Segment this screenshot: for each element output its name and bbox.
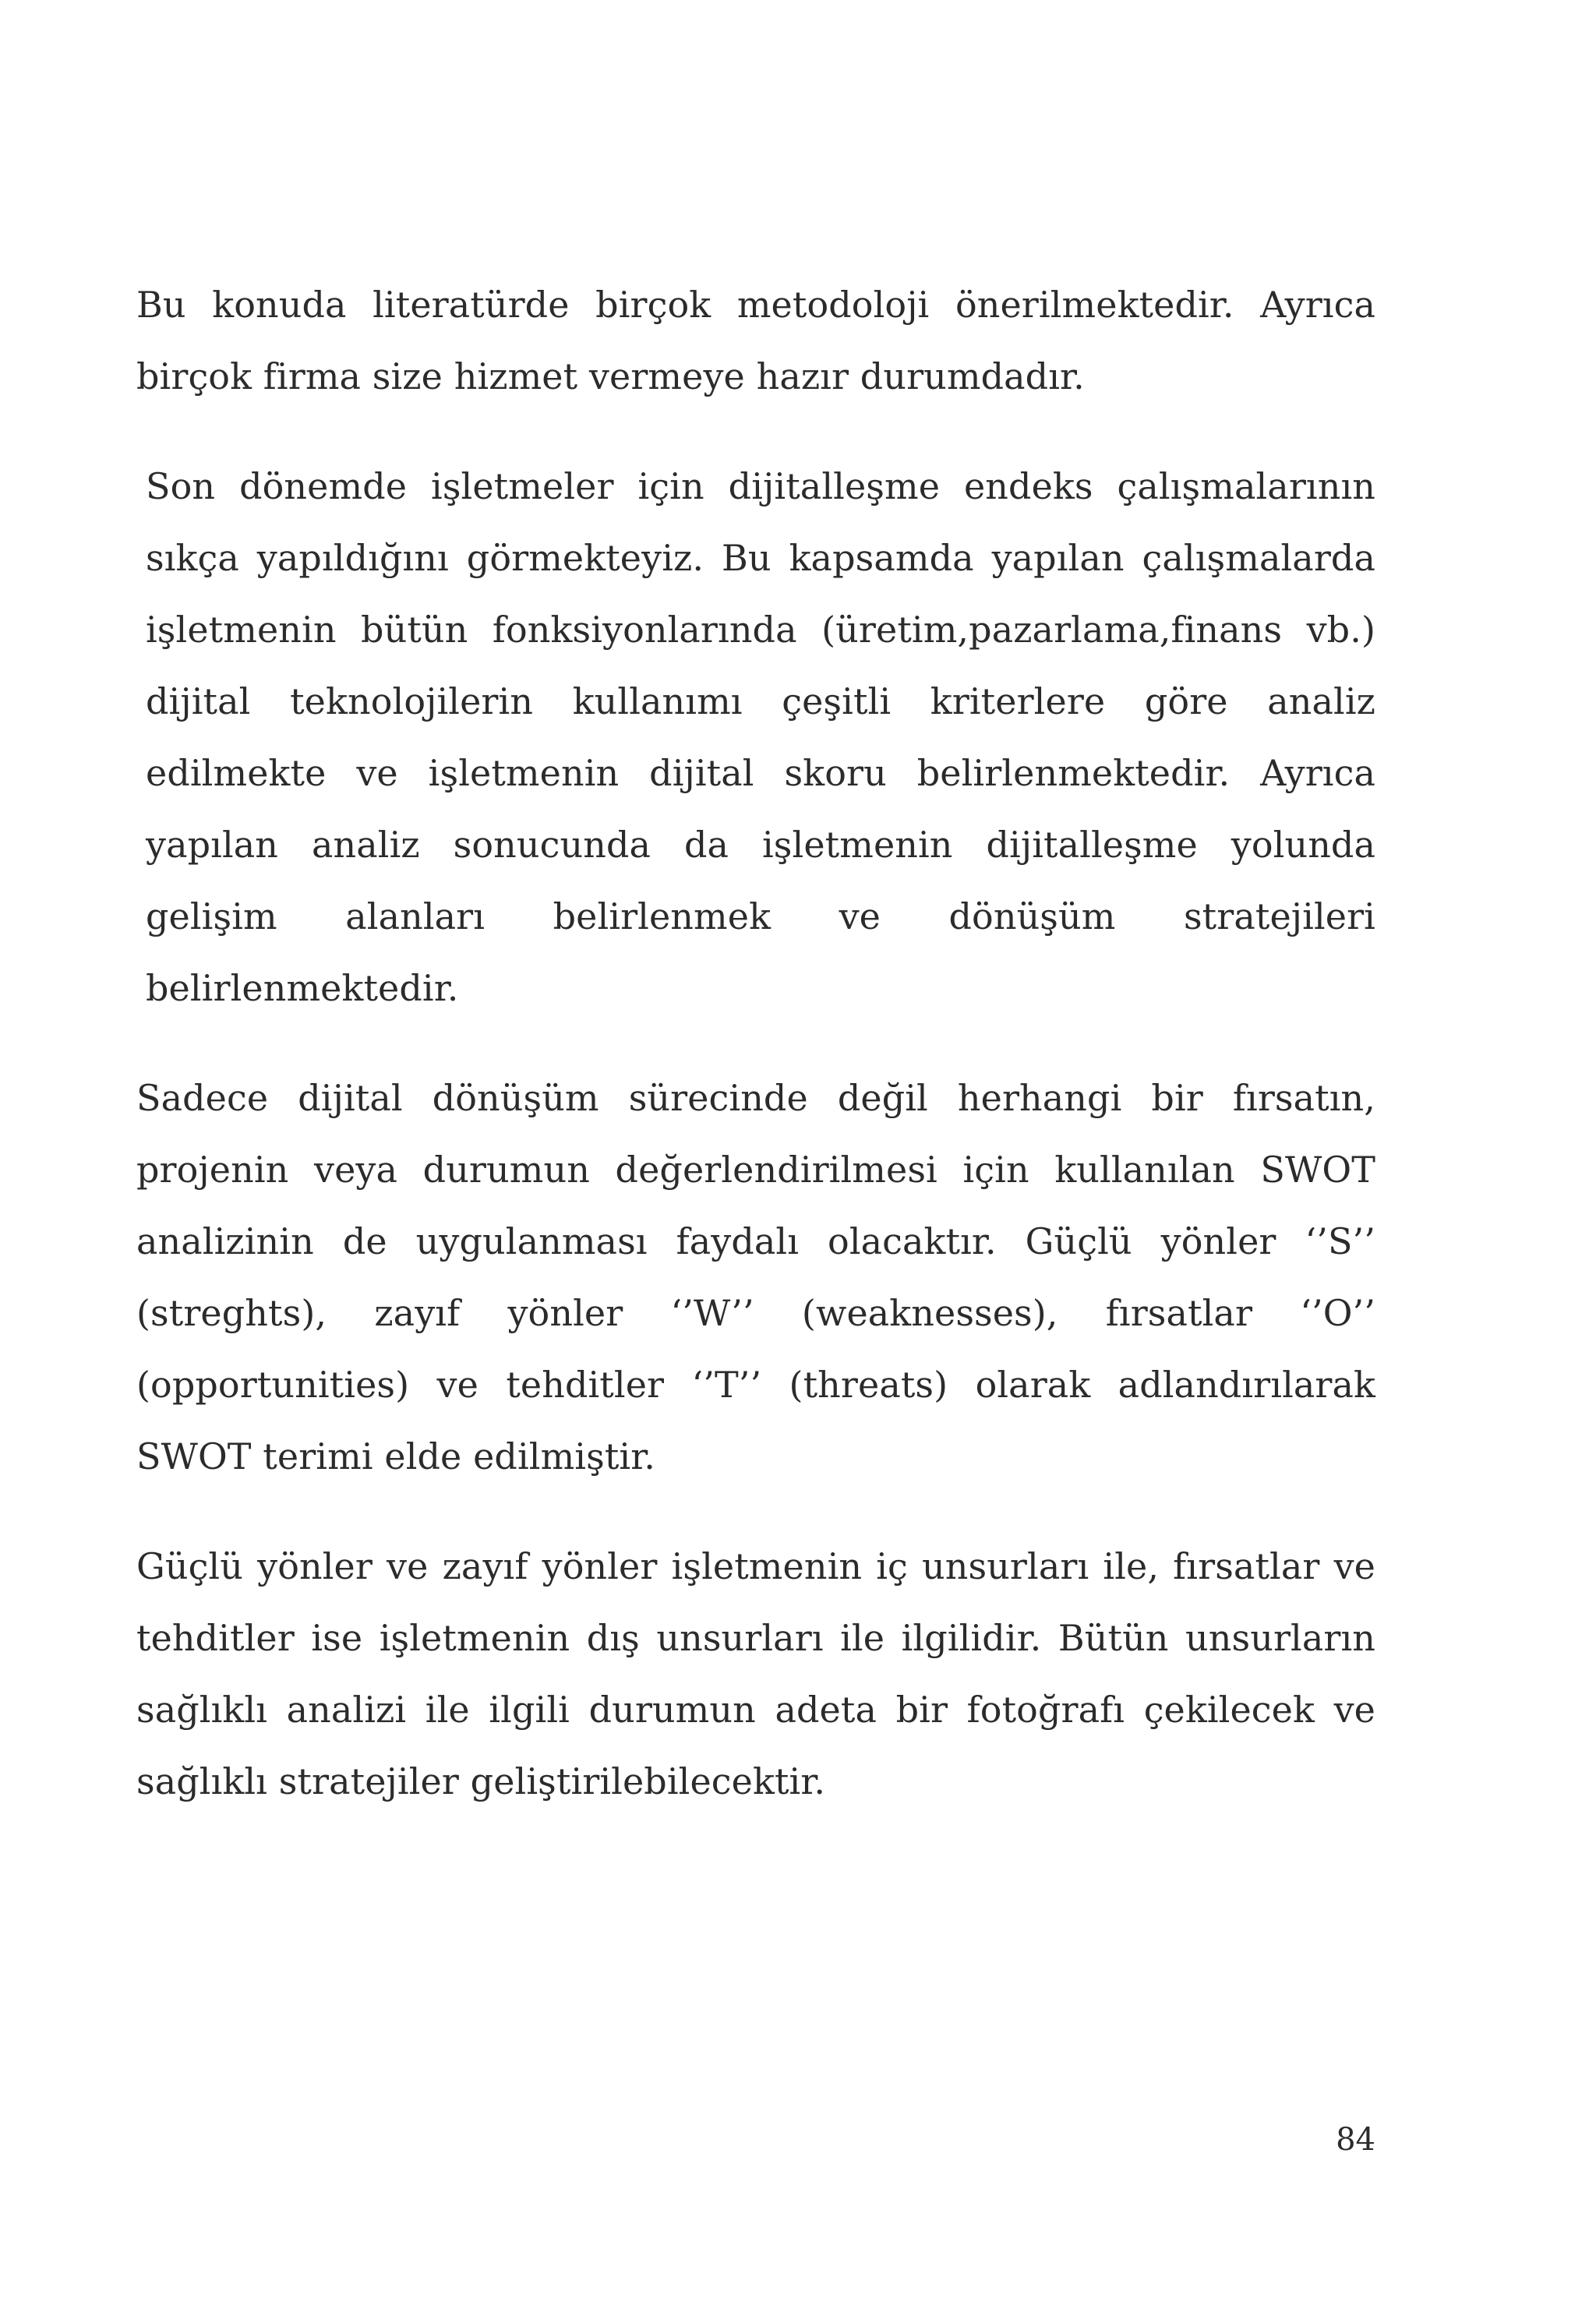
body-text <box>136 269 1375 1817</box>
paragraph-swot-factors: Güçlü yönler ve zayıf yönler işletmenin iç unsurları ile, fırsatlar ve tehditler ise işletmenin dış unsurları ile ilgilidir. Bütün unsurların sağlıklı analizi ile ilgili durumun adeta bir fotoğrafı çekilecek ve sağlıklı stratejiler geliştirilebilecektir. <box>136 1545 1375 1802</box>
paragraph-digital-index: Son dönemde işletmeler için dijitalleşme endeks çalışmalarının sıkça yapıldığını görmekteyiz. Bu kapsamda yapılan çalışmalarda işletmenin bütün fonksiyonlarında (üretim,pazarlama,finans vb.) dijital teknolojilerin kullanımı çeşitli kriterlere göre analiz edilmekte ve işletmenin dijital skoru belirlenmektedir. Ayrıca yapılan analiz sonucunda da işletmenin dijitalleşme yolunda gelişim alanları belirlenmek ve dönüşüm stratejileri belirlenmektedir. <box>146 465 1375 1009</box>
paragraph-swot-intro: Sadece dijital dönüşüm sürecinde değil herhangi bir fırsatın, projenin veya durumun değerlendirilmesi için kullanılan SWOT analizinin de uygulanması faydalı olacaktır. Güçlü yönler ‘’S’’ (streghts), zayıf yönler ‘’W’’ (weaknesses), fırsatlar ‘’O’’ (opportunities) ve tehditler ‘’T’’ (threats) olarak adlandırılarak SWOT terimi elde edilmiştir. <box>136 1077 1375 1477</box>
page-number: 84 <box>1336 2122 1375 2158</box>
paragraph-methodology: Bu konuda literatürde birçok metodoloji önerilmektedir. Ayrıca birçok firma size hizmet vermeye hazır durumdadır. <box>136 284 1375 397</box>
